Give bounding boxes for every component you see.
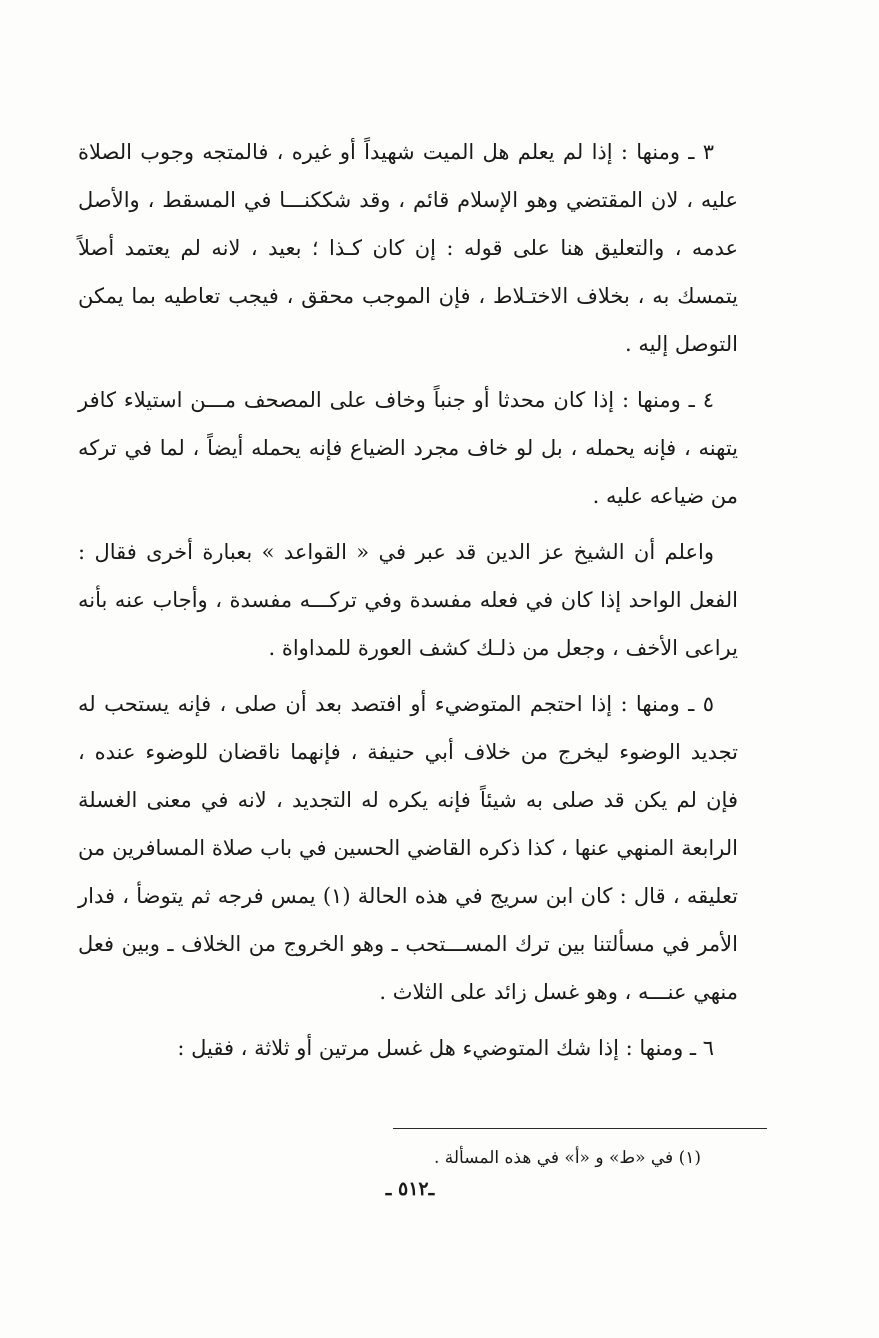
footnote-divider xyxy=(393,1128,767,1129)
paragraph-4: ٤ ـ ومنها : إذا كان محدثا أو جنباً وخاف على المصحف مـــن استيلاء كافر يتهنه ، فإنه يحمله ، بل لو خاف مجرد الضياع فإنه يحمله أيضاً ، لما في تركه من ضياعه عليه . xyxy=(78,388,738,508)
paragraph-5: ٥ ـ ومنها : إذا احتجم المتوضيء أو افتصد بعد أن صلى ، فإنه يستحب له تجديد الوضوء ليخرج من خلاف أبي حنيفة ، فإنهما ناقضان للوضوء عنده ، فإن لم يكن قد صلى به شيئاً فإنه يكره له التجديد ، لانه في معنى الغسلة الرابعة المنهي عنها ، كذا ذكره القاضي الحسين في باب صلاة المسافرين من تعليقه ، قال : كان ابن سريج في هذه الحالة (١) يمس فرجه ثم يتوضأ ، فدار الأمر في مسألتنا بين ترك المســـتحب ـ وهو الخروج من الخلاف ـ وبين فعل منهي عنـــه ، وهو غسل زائد على الثلاث . xyxy=(78,692,738,1004)
footnote: (١) في «ط» و «أ» في هذه المسألة . xyxy=(433,1148,701,1168)
paragraph-3: ٣ ـ ومنها : إذا لم يعلم هل الميت شهيداً أو غيره ، فالمتجه وجوب الصلاة عليه ، لان المقتضي وهو الإسلام قائم ، وقد شككنـــا في المسقط ، والأصل عدمه ، والتعليق هنا على قوله : إن كان كـذا ؛ بعيد ، لانه لم يعتمد أصلاً يتمسك به ، بخلاف الاختـلاط ، فإن الموجب محقق ، فيجب تعاطيه بما يمكن التوصل إليه . xyxy=(78,140,738,356)
page-number: ـ٥١٢ ـ xyxy=(385,1178,435,1200)
paragraph-note: واعلم أن الشيخ عز الدين قد عبر في « القواعد » بعبارة أخرى فقال : الفعل الواحد إذا كان في فعله مفسدة وفي تركـــه مفسدة ، وأجاب عنه بأنه يراعى الأخف ، وجعل من ذلـك كشف العورة للمداواة . xyxy=(78,540,738,660)
paragraph-6: ٦ ـ ومنها : إذا شك المتوضيء هل غسل مرتين أو ثلاثة ، فقيل : xyxy=(177,1036,714,1060)
body-text xyxy=(78,128,738,1072)
